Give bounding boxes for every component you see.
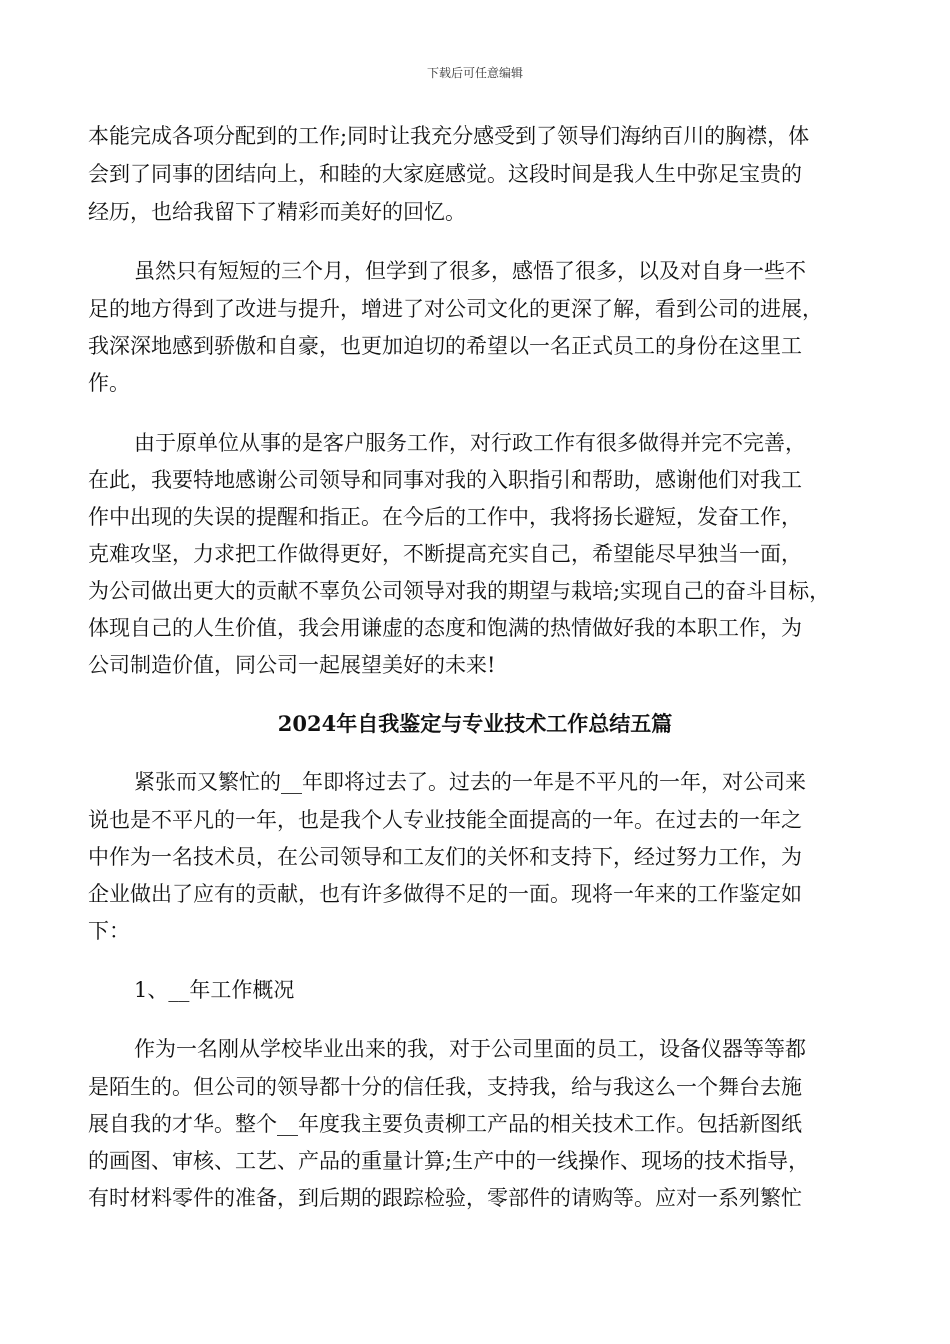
section-paragraph-1-line-2: 说也是不平凡的一年，也是我个人专业技能全面提高的一年。在过去的一年之 (88, 808, 802, 832)
paragraph-2-line-3: 我深深地感到骄傲和自豪，也更加迫切的希望以一名正式员工的身份在这里工 (88, 334, 802, 358)
section-paragraph-1-line-1: 紧张而又繁忙的__年即将过去了。过去的一年是不平凡的一年，对公司来 (134, 770, 806, 794)
section-paragraph-3-line-1: 作为一名刚从学校毕业出来的我，对于公司里面的员工，设备仪器等等都 (134, 1037, 806, 1061)
section-paragraph-1-line-4: 企业做出了应有的贡献，也有许多做得不足的一面。现将一年来的工作鉴定如 (88, 882, 802, 906)
paragraph-1-line-1: 本能完成各项分配到的工作;同时让我充分感受到了领导们海纳百川的胸襟，体 (88, 124, 810, 148)
paragraph-1-line-2: 会到了同事的团结向上，和睦的大家庭感觉。这段时间是我人生中弥足宝贵的 (88, 162, 802, 186)
paragraph-2-line-1: 虽然只有短短的三个月，但学到了很多，感悟了很多，以及对自身一些不 (134, 259, 806, 283)
paragraph-3-line-4: 克难攻坚，力求把工作做得更好，不断提高充实自己，希望能尽早独当一面， (88, 542, 802, 566)
section-paragraph-3-line-5: 有时材料零件的准备，到后期的跟踪检验，零部件的请购等。应对一系列繁忙 (88, 1186, 802, 1210)
section-title: 2024年自我鉴定与专业技术工作总结五篇 (277, 711, 673, 736)
section-paragraph-3-line-3: 展自我的才华。整个__年度我主要负责柳工产品的相关技术工作。包括新图纸 (88, 1112, 802, 1136)
section-paragraph-1-line-3: 中作为一名技术员，在公司领导和工友们的关怀和支持下，经过努力工作，为 (88, 845, 802, 869)
paragraph-1-line-3: 经历，也给我留下了精彩而美好的回忆。 (88, 200, 466, 224)
paragraph-2-line-2: 足的地方得到了改进与提升，增进了对公司文化的更深了解，看到公司的进展， (88, 297, 823, 321)
paragraph-3-line-6: 体现自己的人生价值，我会用谦虚的态度和饱满的热情做好我的本职工作，为 (88, 616, 802, 640)
paragraph-2-line-4: 作。 (88, 371, 130, 395)
section-item-heading: 1、__年工作概况 (134, 978, 295, 1002)
page-header: 下载后可任意编辑 (426, 66, 523, 80)
paragraph-3-line-2: 在此，我要特地感谢公司领导和同事对我的入职指引和帮助，感谢他们对我工 (88, 468, 802, 492)
paragraph-3-line-3: 作中出现的失误的提醒和指正。在今后的工作中，我将扬长避短，发奋工作， (88, 505, 802, 529)
section-paragraph-3-line-2: 是陌生的。但公司的领导都十分的信任我，支持我，给与我这么一个舞台去施 (88, 1075, 802, 1099)
paragraph-3-line-7: 公司制造价值，同公司一起展望美好的未来! (88, 653, 496, 677)
section-paragraph-1-line-5: 下： (88, 919, 130, 943)
paragraph-3-line-5: 为公司做出更大的贡献不辜负公司领导对我的期望与栽培;实现自己的奋斗目标， (88, 579, 831, 603)
paragraph-3-line-1: 由于原单位从事的是客户服务工作，对行政工作有很多做得并完不完善， (134, 431, 806, 455)
section-paragraph-3-line-4: 的画图、审核、工艺、产品的重量计算;生产中的一线操作、现场的技术指导， (88, 1149, 810, 1173)
